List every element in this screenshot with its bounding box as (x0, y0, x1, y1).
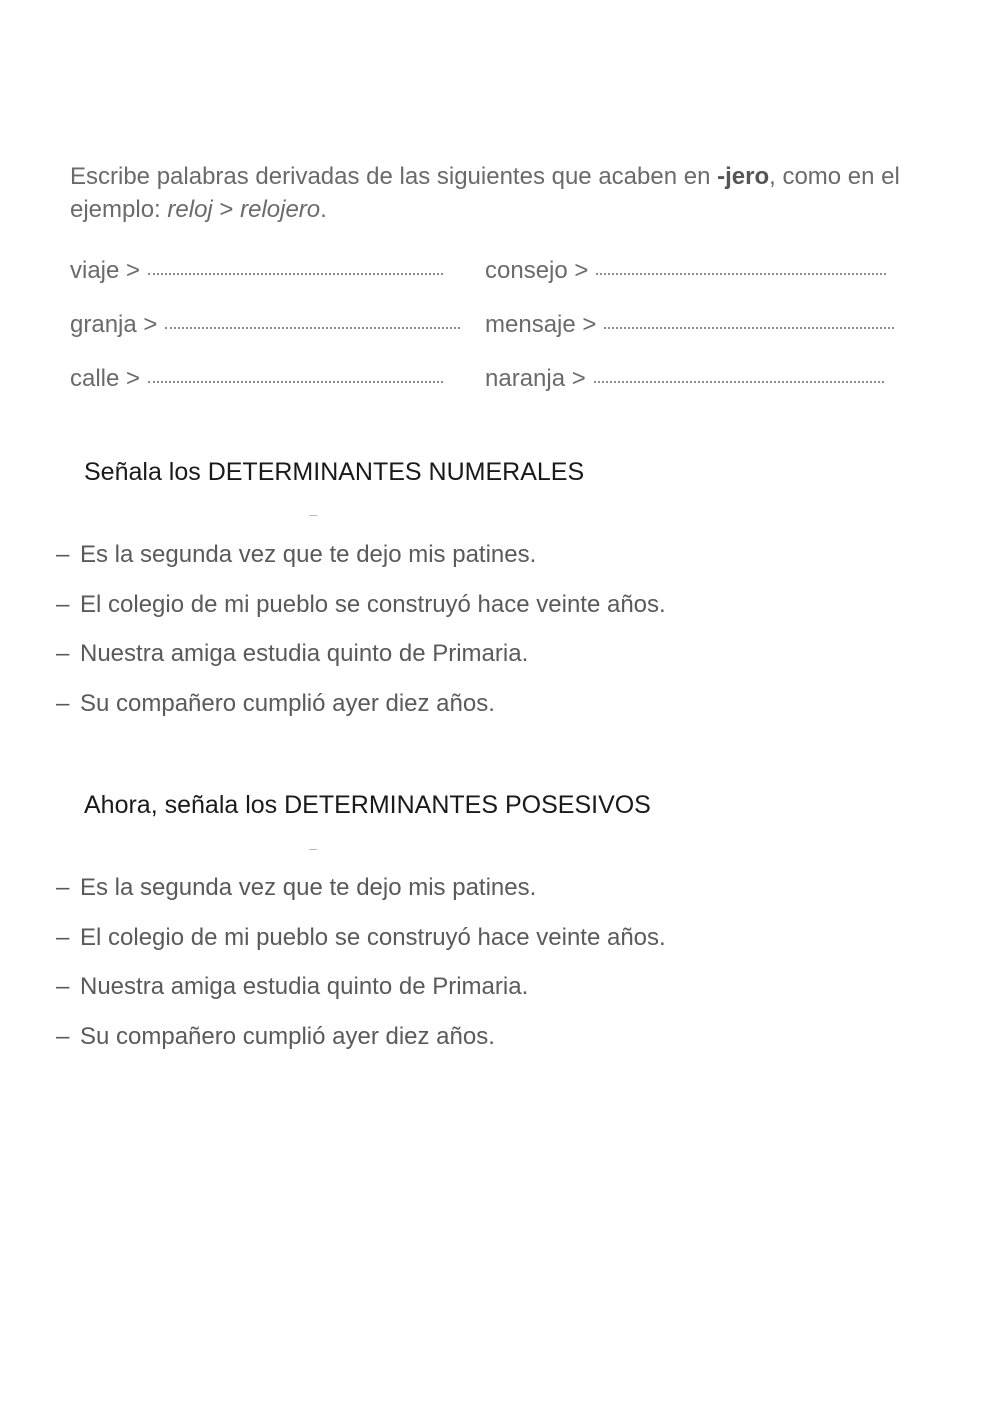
answer-grid (70, 244, 930, 406)
base-word: consejo > (485, 257, 589, 284)
divider-mark (309, 849, 317, 850)
example-word: reloj (167, 196, 213, 223)
answer-item-viaje (70, 257, 485, 285)
base-word: granja > (70, 311, 158, 338)
sentence-item[interactable] (56, 970, 666, 1020)
dash-bullet: – (56, 640, 70, 667)
sentence-text: Es la segunda vez que te dejo mis patines. (80, 541, 537, 568)
sentence-text: Su compañero cumplió ayer diez años. (80, 689, 495, 717)
dash-bullet: – (56, 689, 70, 717)
answer-row (70, 298, 930, 352)
sentence-text: Es la segunda vez que te dejo mis patines. (80, 874, 537, 901)
exercise-instructions (70, 160, 930, 226)
sentence-item[interactable] (56, 687, 666, 737)
section-title-numerales: Señala los DETERMINANTES NUMERALES (84, 458, 585, 486)
answer-blank[interactable] (596, 271, 886, 275)
sentence-text: El colegio de mi pueblo se construyó hace veinte años. (80, 590, 666, 618)
sentence-list-numerales (56, 538, 666, 736)
dash-bullet: – (56, 874, 70, 901)
answer-blank[interactable] (594, 379, 884, 383)
sentence-list-posesivos (56, 871, 666, 1069)
answer-blank[interactable] (148, 271, 443, 275)
dash-bullet: – (56, 1022, 70, 1050)
suffix-highlight: -jero (717, 163, 770, 190)
sentence-item[interactable] (56, 588, 666, 638)
answer-blank[interactable] (148, 379, 443, 383)
instruction-text-2: , como en el ejemplo: (70, 163, 900, 223)
answer-blank[interactable] (604, 325, 894, 329)
divider-mark (309, 515, 317, 516)
answer-item-mensaje (485, 311, 905, 339)
sentence-item[interactable] (56, 1020, 666, 1070)
sentence-text: Nuestra amiga estudia quinto de Primaria. (80, 640, 529, 667)
answer-item-naranja (485, 365, 905, 393)
section-title-posesivos: Ahora, señala los DETERMINANTES POSESIVOS (84, 791, 651, 819)
dash-bullet: – (56, 541, 70, 568)
answer-item-granja (70, 311, 485, 339)
instruction-end: . (320, 196, 327, 223)
base-word: naranja > (485, 365, 586, 392)
sentence-item[interactable] (56, 871, 666, 921)
example-result: relojero (240, 196, 321, 223)
instruction-text: Escribe palabras derivadas de las siguientes que acaben en (70, 163, 718, 190)
answer-item-calle (70, 365, 485, 393)
base-word: viaje > (70, 257, 141, 284)
dash-bullet: – (56, 590, 70, 618)
base-word: mensaje > (485, 311, 597, 338)
sentence-item[interactable] (56, 538, 666, 588)
answer-item-consejo (485, 257, 905, 285)
sentence-text: Su compañero cumplió ayer diez años. (80, 1022, 495, 1050)
answer-row (70, 352, 930, 406)
sentence-text: Nuestra amiga estudia quinto de Primaria. (80, 973, 529, 1000)
example-separator: > (212, 196, 241, 223)
dash-bullet: – (56, 973, 70, 1000)
sentence-item[interactable] (56, 921, 666, 971)
base-word: calle > (70, 365, 141, 392)
sentence-text: El colegio de mi pueblo se construyó hace veinte años. (80, 923, 666, 951)
sentence-item[interactable] (56, 637, 666, 687)
exercise-derived-words (70, 160, 930, 406)
answer-row (70, 244, 930, 298)
dash-bullet: – (56, 923, 70, 951)
answer-blank[interactable] (165, 325, 460, 329)
